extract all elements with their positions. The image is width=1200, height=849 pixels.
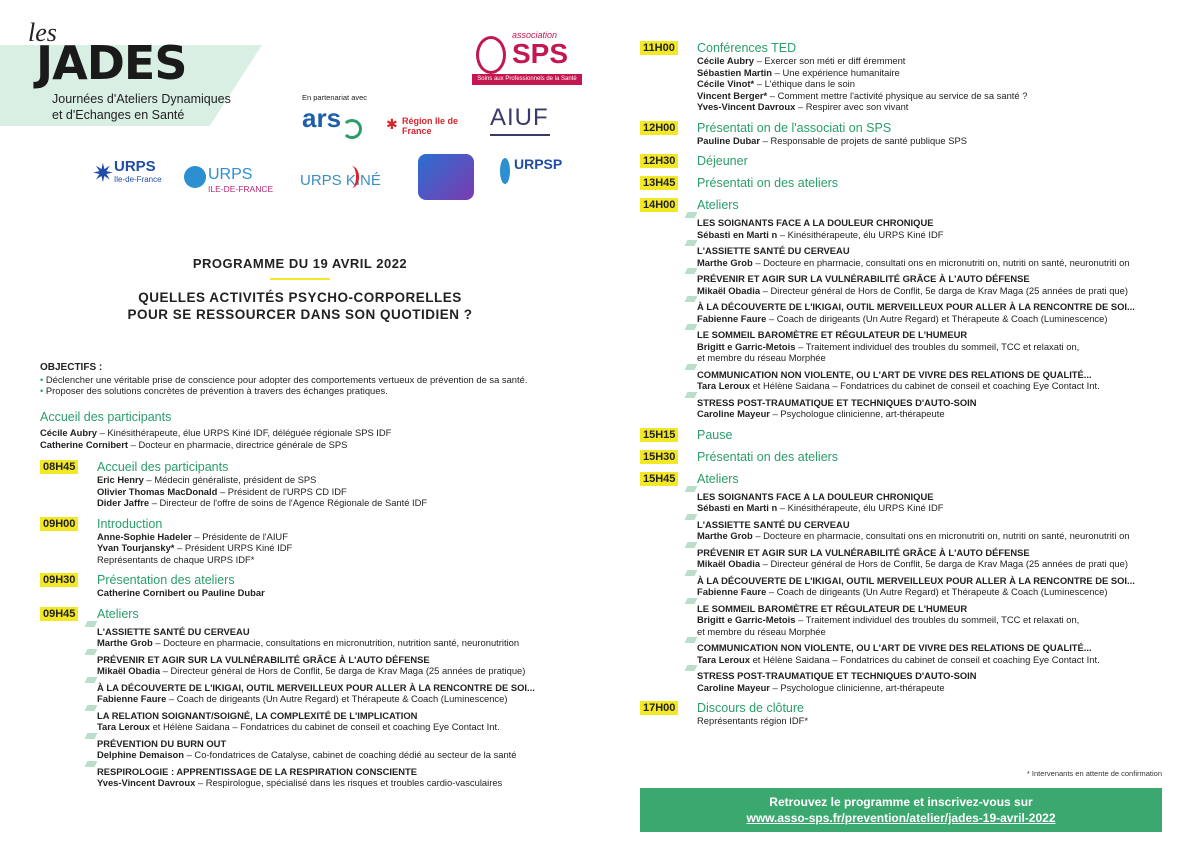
workshop-tick-icon [85,705,98,711]
speaker-line [97,693,600,705]
speaker-role: – Docteure en pharmacie, consultati ons en micronutriti on, nutriti on santé, neuronutriti on [752,530,1130,541]
workshop-item [697,245,1180,268]
speaker-role: – Respirer avec son vivant [795,101,909,112]
ortho-logo [418,154,474,200]
question-line-2: POUR SE RESSOURCER DANS SON QUOTIDIEN ? [127,307,473,322]
workshop-tick-icon [685,486,698,492]
speaker-name: Marthe Grob [697,530,753,541]
workshop-item [97,682,600,705]
speaker-role: – Docteure en pharmacie, consultations en micronutrition, nutrition santé, neuronutrition [152,637,520,648]
speaker-line [40,427,600,439]
jades-logo [0,0,262,126]
time-badge: 08H45 [40,460,78,474]
speaker-line [97,777,600,789]
workshop-item [697,491,1180,514]
ortho-badge-icon [418,154,474,200]
bullet-icon: • [40,373,46,385]
speaker-line [640,90,1180,102]
speaker-line [697,313,1180,325]
speaker-name: Fabienne Faure [697,312,767,324]
workshop-title: À LA DÉCOUVERTE DE L'IKIGAI, OUTIL MERVEILLEUX POUR ALLER À LA RENCONTRE DE SOI... [97,681,535,693]
speaker-role: – Coach de dirigeants (Un Autre Regard) et Thérapeute & Coach (Luminescence) [766,586,1108,597]
speaker-role: – Présidente de l'AIUF [191,530,288,542]
speaker-line [697,530,1180,542]
workshop-title: STRESS POST-TRAUMATIQUE ET TECHNIQUES D'AUTO-SOIN [697,670,977,681]
speaker-line [640,67,1180,79]
workshop-item [97,710,600,733]
speaker-line [697,380,1180,392]
speaker-role: – Directeur de l'offre de soins de l'Agence Régionale de Santé IDF [149,497,428,508]
speaker-name: Yvan Tourjansky* [97,542,175,553]
banner-line1: Retrouvez le programme et inscrivez-vous sur [769,795,1033,809]
workshop-tick-icon [85,677,98,683]
speaker-line [697,502,1180,514]
speaker-name: Tara Leroux [697,380,750,391]
session-row [640,472,1180,486]
workshop-title: LA RELATION SOIGNANT/SOIGNÉ, LA COMPLEXITÉ DE L'IMPLICATION [97,709,418,721]
speaker-line [40,587,600,599]
speaker-line-extra: et membre du réseau Morphée [697,625,826,637]
speaker-line [697,229,1180,241]
speaker-line [40,486,600,498]
sps-sub: Soins aux Professionnels de la Santé [472,74,582,85]
speaker-role: – Respirologue, spécialisé dans les risques et troubles cardio-vasculaires [195,777,503,788]
speaker-line: Représentants région IDF* [697,715,808,726]
session-row [40,460,600,474]
workshop-item [697,642,1180,665]
speaker-role: et Hélène Saidana – Fondatrices du cabinet de conseil et coaching Eye Contact Int. [149,721,500,732]
speaker-name: Sébasti en Marti n [697,228,778,240]
question-line-1: QUELLES ACTIVITÉS PSYCHO-CORPORELLES [138,290,462,305]
workshop-item [697,397,1180,420]
objectives [40,362,600,397]
workshop-item [697,369,1180,392]
speaker-role: – Directeur général de Hors de Conflit, 5e darga de Krav Maga (25 années de prati que) [760,558,1128,569]
time-badge: 15H30 [640,450,678,464]
speaker-name: Delphine Demaison [97,749,184,760]
logo-jades: JADES [36,36,187,90]
workshop-title: PRÉVENIR ET AGIR SUR LA VULNÉRABILITÉ GRÂCE À L'AUTO DÉFENSE [97,653,430,665]
workshop-tick-icon [685,514,698,520]
speaker-name: Sébasti en Marti n [697,502,778,513]
speaker-line [697,257,1180,269]
session-title: Discours de clôture [697,701,804,715]
session-title: Présentati on de l'associati on SPS [697,120,892,135]
speaker-role: et Hélène Saidana – Fondatrices du cabinet de conseil et coaching Eye Contact Int. [749,653,1100,665]
session-title: Ateliers [697,198,739,212]
urps-inf-globe-icon [184,166,206,188]
sps-small: association [512,30,558,40]
left-schedule [40,460,600,789]
workshop-tick-icon [685,212,698,218]
workshop-tick-icon [685,240,698,246]
workshop-title: PRÉVENIR ET AGIR SUR LA VULNÉRABILITÉ GRÂCE À L'AUTO DÉFENSE [697,273,1030,284]
workshop-tick-icon [85,621,98,627]
speaker-name: Tara Leroux [97,721,150,732]
workshop-item [697,670,1180,693]
workshop-tick-icon [685,296,698,302]
speaker-name: Cécile Aubry [697,55,754,66]
speaker-name: Yves-Vincent Davroux [697,101,796,112]
speaker-line [640,78,1180,90]
speaker-role: – Responsable de projets de santé publique SPS [760,134,967,146]
workshop-title: LES SOIGNANTS FACE A LA DOULEUR CHRONIQUE [697,217,934,228]
workshop-tick-icon [685,268,698,274]
speaker-line [697,285,1180,297]
speaker-role: – Co-fondatrices de Catalyse, cabinet de coaching dédié au secteur de la santé [184,749,517,760]
speaker-name: Anne-Sophie Hadeler [97,530,192,542]
speaker-role: – Médecin généraliste, président de SPS [143,474,317,485]
urps-kine-swoosh-icon [344,166,359,188]
objective-text: Proposer des solutions concrètes de prévention à travers des échanges pratiques. [45,385,388,396]
session-title: Ateliers [97,606,139,621]
urps-kine-logo [300,172,396,202]
workshop-tick-icon [685,637,698,643]
accueil-title: Accueil des participants [40,410,172,424]
urps-cd-sub: Ile-de-France [114,175,162,184]
region-star-icon: ✱ [386,116,398,132]
ars-swoosh-icon [342,119,362,139]
speaker-name: Fabienne Faure [97,693,167,704]
session-row [640,121,1180,135]
speaker-name: Pauline Dubar [697,134,761,146]
workshop-tick-icon [685,324,698,330]
session-row [640,41,1180,55]
session-row [40,607,600,621]
speaker-name: Dider Jaffre [97,497,150,508]
speaker-role: – Psychologue clinicienne, art-thérapeute [769,681,945,693]
ars-text: ars [302,103,342,133]
speaker-name: Brigitt e Garric-Metois [697,614,796,625]
session-title: Accueil des participants [97,460,229,474]
speaker-role: – Président URPS Kiné IDF [174,542,293,553]
speaker-name: Vincent Berger* [697,89,768,101]
speaker-role: – Traitement individuel des troubles du sommeil, TCC et relaxati on, [795,340,1080,352]
speaker-line [697,408,1180,420]
speaker-line [640,55,1180,67]
urps-inf-text: URPS [208,166,253,183]
workshop-title: LES SOIGNANTS FACE A LA DOULEUR CHRONIQUE [697,490,934,502]
time-badge: 15H45 [640,472,678,486]
urps-cd-star-icon: ✷ [92,158,114,188]
speaker-line-extra: et membre du réseau Morphée [697,352,826,363]
time-badge: 13H45 [640,176,678,190]
session-row [40,517,600,531]
workshop-tick-icon [685,665,698,671]
workshop-item [697,575,1180,598]
workshop-item [697,603,1180,638]
speaker-role: – Coach de dirigeants (Un Autre Regard) et Thérapeute & Coach (Luminescence) [166,693,508,704]
speaker-name: Cécile Vinot* [697,78,755,89]
workshop-title: L'ASSIETTE SANTÉ DU CERVEAU [97,625,250,637]
objective-text: Déclencher une véritable prise de conscience pour adopter des comportements vertueux de prévention de sa santé. [45,373,528,385]
registration-link[interactable]: www.asso-sps.fr/prevention/atelier/jades-19-avril-2022 [746,811,1056,825]
time-badge: 12H00 [640,121,678,135]
speaker-name: Marthe Grob [97,637,153,648]
speaker-name: Mikaël Obadia [697,558,761,569]
workshop-item [97,626,600,649]
speaker-name: Caroline Mayeur [697,681,770,693]
workshop-title: COMMUNICATION NON VIOLENTE, OU L'ART DE VIVRE DES RELATIONS DE QUALITÉ... [697,368,1092,380]
registration-banner [640,788,1162,832]
session-title: Ateliers [697,471,739,486]
time-badge: 17H00 [640,701,678,715]
sps-big: SPS [512,38,569,69]
workshop-title: À LA DÉCOUVERTE DE L'IKIGAI, OUTIL MERVEILLEUX POUR ALLER À LA RENCONTRE DE SOI... [697,301,1135,312]
session-row [640,176,1180,190]
speaker-role: – Coach de dirigeants (Un Autre Regard) et Thérapeute & Coach (Luminescence) [766,312,1108,324]
workshop-item [697,329,1180,364]
footnote: * Intervenants en attente de confirmation [1026,769,1162,778]
time-badge: 15H15 [640,428,678,442]
sps-logo [472,30,582,84]
speaker-line [97,637,600,649]
speaker-role: – Président de l'URPS CD IDF [217,485,347,497]
partner-label: En partenariat avec [302,93,368,102]
speaker-line [697,614,1180,626]
speaker-name: Sébastien Martin [697,66,773,78]
speaker-role: – L'éthique dans le soin [754,78,855,89]
region-text: Région Ile de France [402,116,459,136]
speaker-line [697,341,1180,353]
aiuf-underline [490,134,550,136]
speaker-role: – Docteur en pharmacie, directrice générale de SPS [128,438,348,450]
speaker-name: Cécile Aubry [40,427,97,438]
programme-title: PROGRAMME DU 19 AVRIL 2022 [192,256,408,271]
session-title: Présentati on des ateliers [697,449,839,464]
workshop-title: COMMUNICATION NON VIOLENTE, OU L'ART DE VIVRE DES RELATIONS DE QUALITÉ... [697,642,1092,653]
speaker-name: Tara Leroux [697,653,750,665]
speaker-name: Marthe Grob [697,256,753,268]
speaker-name: Catherine Cornibert ou Pauline Dubar [97,587,265,598]
urps-cd-text: URPS [114,158,156,175]
aiuf-logo [490,104,560,140]
time-badge: 09H00 [40,517,78,531]
time-badge: 11H00 [640,41,678,55]
workshop-tick-icon [685,542,698,548]
speaker-line [40,542,600,554]
urpsp-foot-icon [500,158,510,184]
speaker-name: Eric Henry [97,474,144,485]
workshop-title: À LA DÉCOUVERTE DE L'IKIGAI, OUTIL MERVEILLEUX POUR ALLER À LA RENCONTRE DE SOI... [697,574,1135,586]
bullet-icon: • [40,385,46,396]
sps-caduceus-icon [476,36,506,74]
session-title: Déjeuner [697,154,748,168]
speaker-role: – Psychologue clinicienne, art-thérapeute [769,408,945,419]
speaker-line [97,665,600,677]
speaker-line [97,749,600,761]
workshop-tick-icon [85,761,98,767]
workshop-title: RESPIROLOGIE : APPRENTISSAGE DE LA RESPIRATION CONSCIENTE [97,765,417,777]
speaker-line [640,101,1180,113]
speaker-line [40,554,600,566]
speaker-name: Olivier Thomas MacDonald [97,485,218,497]
urps-inf-sub: ILE-DE-FRANCE [208,184,274,194]
region-logo [386,114,474,138]
objective-item [40,374,600,386]
workshop-title: L'ASSIETTE SANTÉ DU CERVEAU [697,245,850,256]
speaker-role: – Kinésithérapeute, élu URPS Kiné IDF [777,502,944,513]
speaker-line [40,474,600,486]
logo-les: les [28,18,57,47]
logo-tagline-2: et d'Echanges en Santé [52,108,185,122]
speaker-role: – Traitement individuel des troubles du sommeil, TCC et relaxati on, [795,614,1080,625]
session-title: Présentation des ateliers [97,573,235,587]
workshop-title: L'ASSIETTE SANTÉ DU CERVEAU [697,518,850,530]
urps-inf-logo [184,166,274,196]
workshop-title: LE SOMMEIL BAROMÈTRE ET RÉGULATEUR DE L'HUMEUR [697,329,968,340]
speaker-line [97,721,600,733]
speaker-role: et Hélène Saidana – Fondatrices du cabinet de conseil et coaching Eye Contact Int. [749,380,1100,391]
speaker-line [40,439,600,451]
session-row [640,450,1180,464]
title-divider [270,278,330,280]
speaker-line [697,682,1180,694]
workshop-tick-icon [685,598,698,604]
speaker-name: Fabienne Faure [697,586,767,597]
workshop-tick-icon [685,364,698,370]
session-row [640,198,1180,212]
urps-kine-text: URPS KINÉ [300,172,381,189]
workshop-title: LE SOMMEIL BAROMÈTRE ET RÉGULATEUR DE L'HUMEUR [697,602,968,614]
speaker-role: – Une expérience humanitaire [772,66,900,78]
workshop-tick-icon [685,570,698,576]
session-title: Présentati on des ateliers [697,176,839,190]
session-title: Introduction [97,516,163,531]
speaker-name: Mikaël Obadia [97,665,161,676]
workshop-item [97,738,600,761]
speaker-role: Représentants de chaque URPS IDF* [97,553,255,565]
time-badge: 12H30 [640,154,678,168]
objective-item [40,385,600,397]
workshop-tick-icon [85,733,98,739]
right-schedule [640,41,1180,727]
urpsp-text: URPSP [514,156,563,172]
workshop-item [697,547,1180,570]
ars-logo [302,103,364,143]
objectives-heading: OBJECTIFS : [40,362,103,373]
session-title: Pause [697,427,733,442]
workshop-tick-icon [685,392,698,398]
speaker-name: Mikaël Obadia [697,284,761,296]
speaker-name: Brigitt e Garric-Metois [697,340,796,352]
speaker-role: – Comment mettre l'activité physique au service de sa santé ? [767,89,1028,101]
speaker-line [697,558,1180,570]
speaker-line [697,586,1180,598]
session-row [640,428,1180,442]
speaker-role: – Docteure en pharmacie, consultati ons en micronutriti on, nutriti on santé, neuronutriti on [752,256,1130,268]
logo-tagline-1: Journées d'Ateliers Dynamiques [52,92,231,106]
workshop-title: PRÉVENTION DU BURN OUT [97,737,227,749]
workshop-item [697,273,1180,296]
workshop-item [97,766,600,789]
workshop-title: PRÉVENIR ET AGIR SUR LA VULNÉRABILITÉ GRÂCE À L'AUTO DÉFENSE [697,546,1030,558]
speaker-line [40,497,600,509]
session-title: Conférences TED [697,41,797,55]
session-row [640,701,1180,715]
speaker-name: Caroline Mayeur [697,408,770,419]
workshop-title: STRESS POST-TRAUMATIQUE ET TECHNIQUES D'AUTO-SOIN [697,396,977,408]
speaker-role: – Kinésithérapeute, élu URPS Kiné IDF [777,228,944,240]
speaker-name: Catherine Cornibert [40,438,129,450]
workshop-item [697,519,1180,542]
time-badge: 09H30 [40,573,78,587]
time-badge: 14H00 [640,198,678,212]
speaker-role: – Directeur général de Hors de Conflit, 5e darga de Krav Maga (25 années de prati que) [760,284,1128,296]
speaker-role: – Exercer son méti er diff éremment [753,55,906,66]
time-badge: 09H45 [40,607,78,621]
workshop-item [97,654,600,677]
speaker-line [640,135,1180,147]
accueil-block [40,410,600,450]
workshop-tick-icon [85,649,98,655]
speaker-line [40,531,600,543]
speaker-line [697,654,1180,666]
urps-cd-logo [92,158,162,198]
session-row [40,573,600,587]
workshop-item [697,217,1180,240]
speaker-name: Yves-Vincent Davroux [97,777,196,788]
urpsp-logo [500,154,580,204]
speaker-role: – Directeur général de Hors de Conflit, 5e darga de Krav Maga (25 années de pratique) [160,665,526,676]
session-row [640,154,1180,168]
aiuf-text: AIUF [490,104,549,131]
workshop-item [697,301,1180,324]
speaker-role: – Kinésithérapeute, élue URPS Kiné IDF, déléguée régionale SPS IDF [96,427,392,438]
